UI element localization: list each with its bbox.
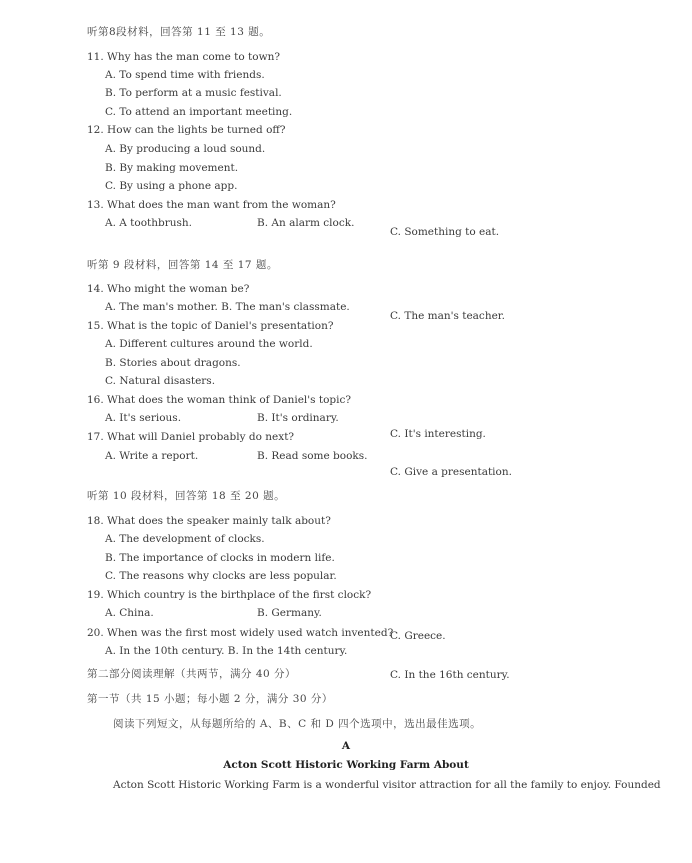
passage-title: Acton Scott Historic Working Farm About (223, 759, 469, 771)
option: C. Something to eat. (390, 226, 500, 238)
question-11: 11. Why has the man come to town? (87, 51, 280, 63)
option: B. Read some books. (257, 450, 368, 462)
option: C. To attend an important meeting. (105, 106, 293, 118)
option: B. An alarm clock. (257, 217, 355, 229)
question-13: 13. What does the man want from the woman? (87, 199, 336, 211)
option: C. Greece. (390, 630, 446, 642)
option: C. By using a phone app. (105, 180, 238, 192)
option: C. Natural disasters. (105, 375, 216, 387)
option: B. To perform at a music festival. (105, 87, 282, 99)
option: B. By making movement. (105, 162, 239, 174)
question-20: 20. When was the first most widely used watch invented? (87, 627, 394, 639)
option: A. The development of clocks. (105, 533, 265, 545)
passage-text: Acton Scott Historic Working Farm is a wonderful visitor attraction for all the family to enjoy. Founded (113, 779, 661, 791)
option: C. In the 16th century. (390, 669, 510, 681)
question-15: 15. What is the topic of Daniel's presentation? (87, 320, 334, 332)
option: C. The man's teacher. (390, 310, 505, 322)
section-heading-9: 听第 9 段材料，回答第 14 至 17 题。 (87, 259, 278, 271)
option: B. It's ordinary. (257, 412, 339, 424)
option: B. The importance of clocks in modern life. (105, 552, 335, 564)
question-17: 17. What will Daniel probably do next? (87, 431, 295, 443)
option: A. In the 10th century. B. In the 14th century. (105, 645, 348, 657)
option: A. China. (105, 607, 154, 619)
option: B. Germany. (257, 607, 322, 619)
part2-section1: 第一节（共 15 小题；每小题 2 分，满分 30 分） (87, 693, 333, 705)
option: A. Write a report. (105, 450, 199, 462)
reading-instruction: 阅读下列短文，从每题所给的 A、B、C 和 D 四个选项中，选出最佳选项。 (113, 718, 482, 730)
option: A. Different cultures around the world. (105, 338, 313, 350)
option: A. By producing a loud sound. (105, 143, 266, 155)
passage-letter: A (341, 740, 351, 752)
section-heading-8: 听第8段材料，回答第 11 至 13 题。 (87, 26, 271, 38)
section-heading-10: 听第 10 段材料，回答第 18 至 20 题。 (87, 490, 286, 502)
option: A. It's serious. (105, 412, 182, 424)
option: B. Stories about dragons. (105, 357, 241, 369)
part2-title: 第二部分阅读理解（共两节，满分 40 分） (87, 668, 297, 680)
option: C. Give a presentation. (390, 466, 512, 478)
option: A. A toothbrush. (105, 217, 193, 229)
option: A. To spend time with friends. (105, 69, 265, 81)
option: C. The reasons why clocks are less popular. (105, 570, 337, 582)
question-19: 19. Which country is the birthplace of the first clock? (87, 589, 372, 601)
question-16: 16. What does the woman think of Daniel's topic? (87, 394, 352, 406)
option: C. It's interesting. (390, 428, 486, 440)
question-12: 12. How can the lights be turned off? (87, 124, 286, 136)
question-18: 18. What does the speaker mainly talk about? (87, 515, 331, 527)
option: A. The man's mother. B. The man's classmate. (105, 301, 350, 313)
question-14: 14. Who might the woman be? (87, 283, 250, 295)
